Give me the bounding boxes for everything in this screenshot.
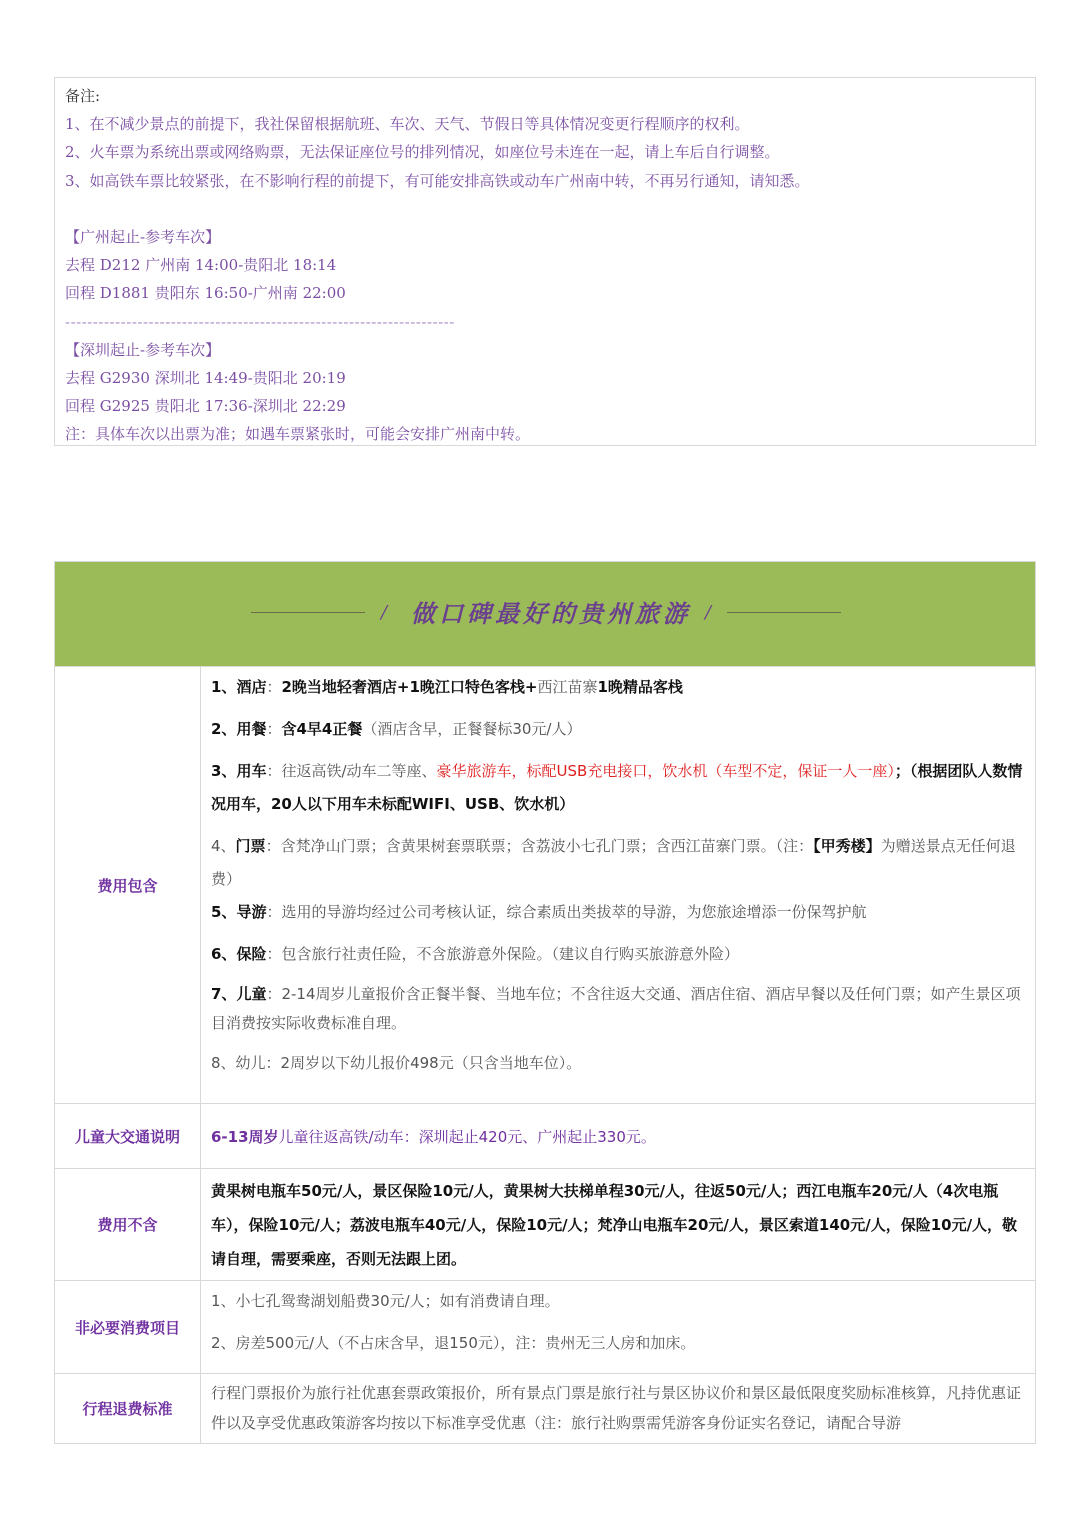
included-meals: 2、用餐：含4早4正餐（酒店含早，正餐餐标30元/人）	[211, 720, 582, 738]
optional-label: 非必要消费项目	[55, 1281, 201, 1374]
guangzhou-heading: 【广州起止-参考车次】	[65, 228, 221, 246]
guangzhou-go-train: 去程 D212 广州南 14:00-贵阳北 18:14	[65, 256, 337, 275]
included-insurance: 6、保险：包含旅行社责任险，不含旅游意外保险。（建议自行购买旅游意外险）	[211, 945, 739, 963]
optional-item-1: 1、小七孔鸳鸯湖划船费30元/人；如有消费请自理。	[211, 1292, 560, 1310]
excluded-content: 黄果树电瓶车50元/人，景区保险10元/人，黄果树大扶梯单程30元/人，往返50元/人；西江电瓶车20元/人（4次电瓶车），保险10元/人；荔波电瓶车40元/人，保险10元/人；梵净山电瓶车20元/人，景区索道140元/人，保险10元/人，敬请自理，需要乘座，否则无法跟上团。	[201, 1169, 1036, 1281]
banner-right-rule	[727, 612, 841, 613]
optional-content	[201, 1281, 1036, 1374]
excluded-row	[55, 1169, 1036, 1281]
notes-box	[54, 77, 1036, 446]
included-tickets: 4、门票：含梵净山门票；含黄果树套票联票；含荔波小七孔门票；含西江苗寨门票。（注：【甲秀楼】为赠送景点无任何退费）	[211, 837, 1016, 888]
banner-right-slash: /	[705, 602, 712, 623]
fee-table	[54, 666, 1036, 1444]
refund-content: 行程门票报价为旅行社优惠套票政策报价，所有景点门票是旅行社与景区协议价和景区最低限度奖励标准核算，凡持优惠证件以及享受优惠政策游客均按以下标准享受优惠（注：旅行社购票需凭游客身份证实名登记，请配合导游	[201, 1374, 1036, 1444]
included-row	[55, 667, 1036, 1104]
refund-row	[55, 1374, 1036, 1444]
optional-item-2: 2、房差500元/人（不占床含早，退150元），注：贵州无三人房和加床。	[211, 1334, 696, 1352]
child-transport-label: 儿童大交通说明	[55, 1104, 201, 1169]
notes-title: 备注:	[65, 87, 101, 105]
child-transport-row	[55, 1104, 1036, 1169]
note-item-1: 1、在不减少景点的前提下，我社保留根据航班、车次、天气、节假日等具体情况变更行程顺序的权利。	[65, 115, 750, 134]
shenzhen-back-train: 回程 G2925 贵阳北 17:36-深圳北 22:29	[65, 397, 346, 416]
slogan-banner	[54, 561, 1036, 667]
banner-title: 做口碑最好的贵州旅游	[411, 599, 691, 628]
included-child: 7、儿童：2-14周岁儿童报价含正餐半餐、当地车位；不含往返大交通、酒店住宿、酒店早餐以及任何门票；如产生景区项目消费按实际收费标准自理。	[211, 985, 1021, 1032]
guangzhou-back-train: 回程 D1881 贵阳东 16:50-广州南 22:00	[65, 284, 346, 303]
included-infant: 8、幼儿：2周岁以下幼儿报价498元（只含当地车位）。	[211, 1054, 582, 1072]
note-item-3: 3、如高铁车票比较紧张，在不影响行程的前提下，有可能安排高铁或动车广州南中转，不再另行通知，请知悉。	[65, 171, 810, 190]
banner-left-slash: /	[381, 602, 388, 623]
included-label: 费用包含	[55, 667, 201, 1104]
child-transport-content: 6-13周岁儿童往返高铁/动车：深圳起止420元、广州起止330元。	[201, 1104, 1036, 1169]
notes-footnote: 注：具体车次以出票为准；如遇车票紧张时，可能会安排广州南中转。	[65, 425, 531, 444]
optional-row	[55, 1281, 1036, 1374]
included-content	[201, 667, 1036, 1104]
shenzhen-heading: 【深圳起止-参考车次】	[65, 340, 221, 359]
included-guide: 5、导游：选用的导游均经过公司考核认证，综合素质出类拔萃的导游，为您旅途增添一份保驾护航	[211, 903, 867, 921]
notes-spacer	[65, 195, 1025, 223]
shenzhen-go-train: 去程 G2930 深圳北 14:49-贵阳北 20:19	[65, 369, 346, 388]
banner-left-rule	[251, 612, 365, 613]
notes-divider: ----------------------------------------------------------------------	[65, 312, 455, 331]
included-car: 3、用车：往返高铁/动车二等座、豪华旅游车，标配USB充电接口，饮水机（车型不定，保证一人一座）；（根据团队人数情况用车，20人以下用车未标配WIFI、USB、饮水机）	[211, 762, 1023, 813]
excluded-label: 费用不含	[55, 1169, 201, 1281]
refund-label: 行程退费标准	[55, 1374, 201, 1444]
note-item-2: 2、火车票为系统出票或网络购票，无法保证座位号的排列情况，如座位号未连在一起，请上车后自行调整。	[65, 143, 780, 162]
included-hotel: 1、酒店：2晚当地轻奢酒店+1晚江口特色客栈+西江苗寨1晚精品客栈	[211, 678, 683, 696]
